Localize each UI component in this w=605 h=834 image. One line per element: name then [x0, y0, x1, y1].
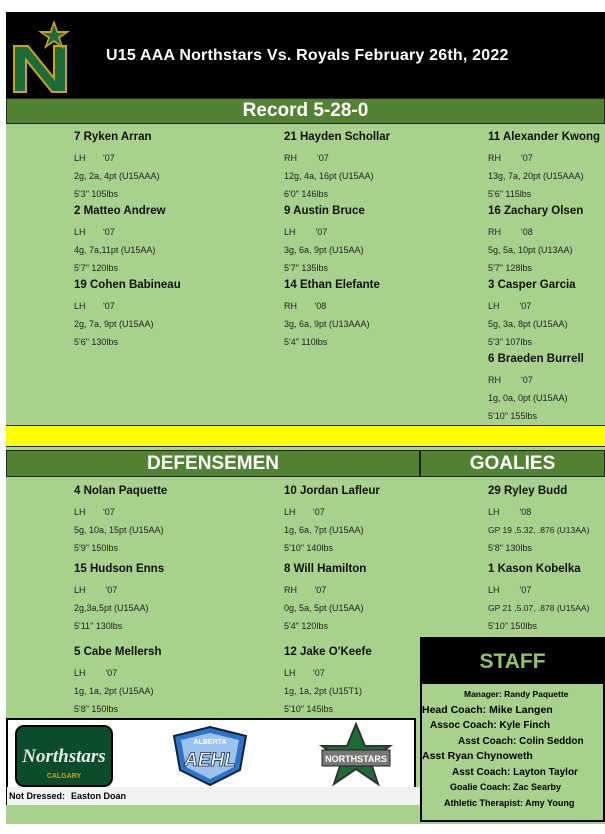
aehl-logo-icon — [168, 724, 252, 788]
player-hand-year — [284, 584, 484, 602]
player-stats: 2g, 7a, 9pt (U15AA) — [74, 319, 154, 329]
player-name: 29 Ryley Budd — [488, 485, 568, 497]
record-banner: Record 5-28-0 — [6, 98, 605, 124]
player-hand: LH — [488, 585, 500, 595]
player-size: 5'4" 120lbs — [284, 621, 328, 631]
player-hand: LH — [74, 153, 86, 163]
player-hand-year — [74, 506, 274, 524]
player-stats: 5g, 5a, 10pt (U13AA) — [488, 245, 573, 255]
northstars-logo-icon — [8, 16, 80, 96]
player-size: 5'7" 120lbs — [74, 263, 118, 273]
player-name: 19 Cohen Babineau — [74, 279, 181, 291]
player-hand: RH — [488, 375, 501, 385]
northstars-calgary-logo-icon — [14, 724, 114, 788]
player-hand-year — [488, 300, 605, 318]
player-name: 6 Braeden Burrell — [488, 353, 584, 365]
staff-member: Assoc Coach: Kyle Finch — [430, 720, 551, 731]
player-stats: 2g, 2a, 4pt (U15AAA) — [74, 171, 160, 181]
player-hand: LH — [284, 507, 296, 517]
player-hand: LH — [74, 668, 86, 678]
player-card — [74, 562, 274, 638]
player-card — [284, 562, 484, 638]
player-year: '07 — [103, 227, 115, 237]
player-card — [74, 278, 274, 354]
player-year: '07 — [314, 585, 327, 595]
player-name: 16 Zachary Olsen — [488, 205, 584, 217]
goalies-banner: GOALIES — [420, 450, 605, 477]
staff-list — [422, 684, 603, 811]
player-stats: 3g, 6a, 9pt (U13AAA) — [284, 319, 370, 329]
player-name: 4 Nolan Paquette — [74, 485, 168, 497]
separator-band — [6, 425, 605, 447]
player-hand-year — [74, 152, 274, 170]
player-hand-year — [284, 300, 484, 318]
player-size: 5'4" 110lbs — [284, 337, 328, 347]
player-hand: LH — [74, 507, 86, 517]
player-hand-year — [74, 300, 274, 318]
not-dressed-label: Not Dressed: — [9, 791, 66, 801]
left-logo-subtext: CALGARY — [46, 773, 82, 780]
player-stats: GP 19 ,5.32, .876 (U13AA) — [488, 525, 590, 535]
player-name: 12 Jake O'Keefe — [284, 646, 372, 658]
player-size: 5'3" 105lbs — [74, 189, 118, 199]
staff-member: Goalie Coach: Zac Searby — [450, 782, 562, 792]
player-size: 5'8" 130lbs — [488, 543, 532, 553]
player-year: '07 — [313, 668, 325, 678]
player-year: '07 — [105, 585, 118, 595]
player-name: 9 Austin Bruce — [284, 205, 365, 217]
player-size: 5'8" 150lbs — [74, 704, 118, 714]
player-year: '07 — [103, 507, 115, 517]
player-name: 10 Jordan Lafleur — [284, 485, 380, 497]
not-dressed-row — [6, 787, 420, 805]
player-card — [488, 352, 605, 428]
player-name: 3 Casper Garcia — [488, 279, 576, 291]
player-hand-year — [284, 226, 484, 244]
player-size: 5'10" 140lbs — [284, 543, 333, 553]
page-title: U15 AAA Northstars Vs. Royals February 26th, 2022 — [106, 47, 509, 64]
player-size: 5'7" 135lbs — [284, 263, 328, 273]
player-stats: 2g,3a,5pt (U15AA) — [74, 603, 149, 613]
player-hand: LH — [74, 227, 86, 237]
player-stats: 3g, 6a, 9pt (U15AA) — [284, 245, 364, 255]
player-stats: 5g, 3a, 8pt (U15AA) — [488, 319, 568, 329]
player-year: '07 — [521, 153, 533, 163]
player-card — [74, 130, 274, 206]
header-band — [6, 12, 605, 98]
staff-member: Asst Ryan Chynoweth — [422, 750, 533, 762]
staff-member: Asst Coach: Colin Seddon — [458, 735, 584, 747]
player-size: 5'10" 150lbs — [488, 621, 537, 631]
player-name: 8 Will Hamilton — [284, 563, 367, 575]
player-year: '08 — [519, 507, 532, 517]
player-hand-year — [488, 152, 605, 170]
player-stats: 1g, 1a, 2pt (U15AA) — [74, 686, 154, 696]
player-hand-year — [74, 226, 274, 244]
player-name: 15 Hudson Enns — [74, 563, 165, 575]
staff-member: Athletic Therapist: Amy Young — [444, 797, 575, 808]
player-size: 5'10" 155lbs — [488, 411, 537, 421]
right-logo-wordmark: NORTHSTARS — [325, 754, 387, 764]
player-hand-year — [74, 667, 274, 685]
player-stats: 0g, 5a, 5pt (U15AA) — [284, 603, 364, 613]
player-hand: RH — [284, 301, 297, 311]
player-card — [488, 130, 605, 206]
player-stats: 1g, 1a, 2pt (U15T1) — [284, 686, 363, 696]
player-hand-year — [488, 374, 605, 392]
player-hand-year — [284, 152, 484, 170]
player-card — [284, 484, 484, 560]
player-card — [284, 204, 484, 280]
player-year: '07 — [315, 227, 328, 237]
player-name: 11 Alexander Kwong — [488, 131, 601, 143]
player-size: 5'6" 115lbs — [488, 189, 532, 199]
player-stats: 1g, 6a, 7pt (U15AA) — [284, 525, 364, 535]
player-name: 5 Cabe Mellersh — [74, 646, 162, 658]
roster-sheet — [6, 12, 605, 824]
staff-title: STAFF — [422, 639, 603, 684]
player-year: '08 — [521, 227, 533, 237]
player-size: 5'3" 107lbs — [488, 337, 532, 347]
player-hand: RH — [488, 153, 501, 163]
player-size: 5'7" 128lbs — [488, 263, 532, 273]
player-hand-year — [488, 226, 605, 244]
defensemen-banner: DEFENSEMEN — [6, 450, 420, 477]
player-name: 1 Kason Kobelka — [488, 563, 581, 575]
player-year: '07 — [103, 153, 115, 163]
player-size: 5'6" 130lbs — [74, 337, 118, 347]
player-year: '07 — [519, 585, 532, 595]
player-card — [74, 204, 274, 280]
player-hand: RH — [284, 585, 297, 595]
player-stats: GP 21 ,5.07, .878 (U15AA) — [488, 603, 590, 613]
player-year: '07 — [103, 301, 115, 311]
player-size: 5'11" 130lbs — [74, 621, 123, 631]
middle-logo-toptext: ALBERTA — [193, 739, 227, 746]
player-hand-year — [488, 506, 605, 524]
player-stats: 4g, 7a,11pt (U15AA) — [74, 245, 156, 255]
staff-member: Asst Coach: Layton Taylor — [452, 766, 578, 778]
player-card — [488, 204, 605, 280]
player-hand-year — [488, 584, 605, 602]
player-name: 21 Hayden Schollar — [284, 131, 391, 143]
player-stats: 1g, 0a, 0pt (U15AA) — [488, 393, 568, 403]
player-size: 5'10" 145lbs — [284, 704, 333, 714]
player-year: '07 — [313, 507, 325, 517]
player-hand: LH — [488, 301, 500, 311]
player-stats: 5g, 10a, 15pt (U15AA) — [74, 525, 164, 535]
goalie-card — [488, 484, 605, 560]
player-stats: 12g, 4a, 16pt (U15AA) — [284, 171, 374, 181]
player-card — [74, 645, 274, 716]
player-name: 14 Ethan Elefante — [284, 279, 380, 291]
player-card — [284, 278, 484, 354]
player-size: 5'9" 150lbs — [74, 543, 118, 553]
staff-member: Head Coach: Mike Langen — [422, 703, 553, 716]
player-hand: LH — [74, 585, 86, 595]
staff-member: Manager: Randy Paquette — [464, 689, 569, 699]
northstars-star-logo-icon — [316, 722, 396, 788]
goalie-card — [488, 562, 605, 638]
player-year: '07 — [519, 301, 532, 311]
player-hand: LH — [74, 301, 86, 311]
player-name: 7 Ryken Arran — [74, 131, 152, 143]
player-card — [488, 278, 605, 354]
player-year: '08 — [314, 301, 327, 311]
player-year: '07 — [317, 153, 329, 163]
player-name: 2 Matteo Andrew — [74, 205, 166, 217]
not-dressed-names: Easton Doan — [71, 791, 127, 801]
player-size: 6'0" 146lbs — [284, 189, 328, 199]
staff-panel — [420, 637, 605, 822]
player-card — [284, 130, 484, 206]
player-hand: LH — [284, 227, 296, 237]
left-logo-wordmark: Northstars — [22, 746, 106, 767]
player-year: '07 — [521, 375, 533, 385]
middle-logo-wordmark: AEHL — [184, 750, 236, 771]
player-hand: RH — [284, 153, 297, 163]
player-card — [74, 484, 274, 560]
player-year: '07 — [105, 668, 118, 678]
player-stats: 13g, 7a, 20pt (U15AAA) — [488, 171, 584, 181]
player-hand: LH — [284, 668, 296, 678]
player-hand-year — [284, 506, 484, 524]
player-hand-year — [74, 584, 274, 602]
player-hand: RH — [488, 227, 501, 237]
player-hand: LH — [488, 507, 500, 517]
